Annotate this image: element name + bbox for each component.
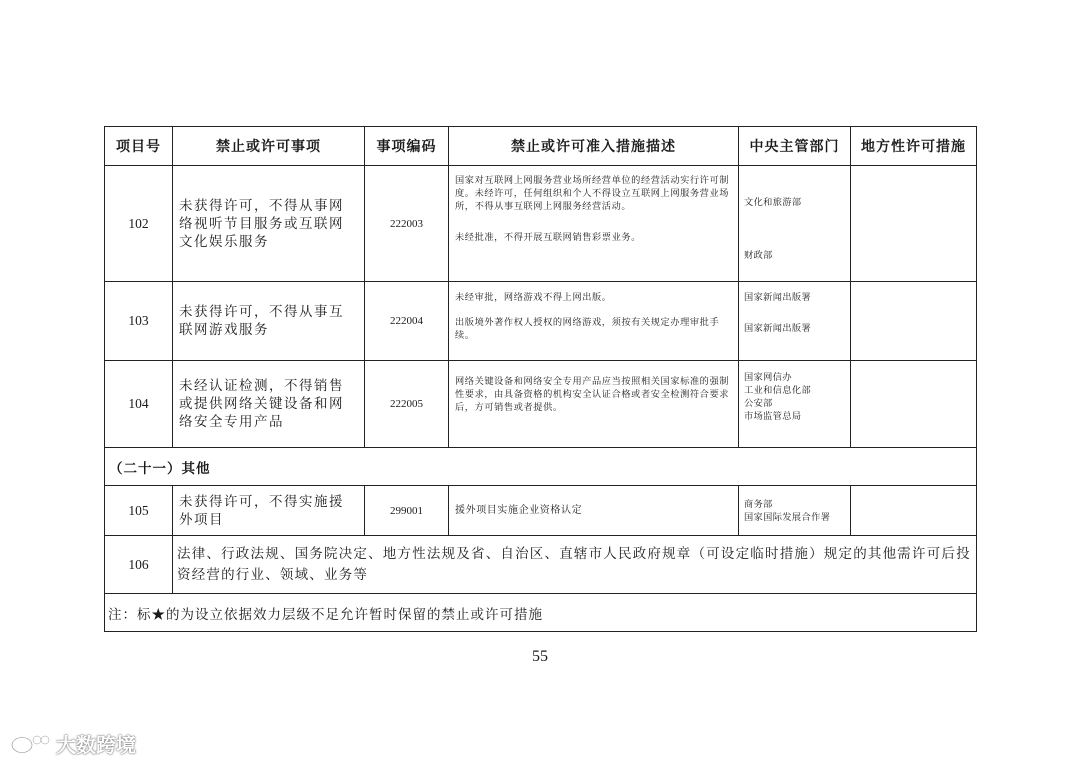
table-row [105,486,977,536]
row-local-measures [851,166,977,282]
row-department [739,486,851,536]
table-note: 注：标★的为设立依据效力层级不足允许暂时保留的禁止或许可措施 [105,594,977,632]
table-header-row [105,127,977,166]
note-row [105,594,977,632]
row-code: 222004 [365,282,449,361]
row-description [449,166,739,282]
description-paragraph: 未经批准，不得开展互联网销售彩票业务。 [455,232,641,243]
row-local-measures [851,282,977,361]
header-department: 中央主管部门 [739,127,851,166]
header-item-number: 项目号 [105,127,173,166]
row-number: 104 [105,361,173,448]
department-name: 商务部 [744,498,773,510]
row-code: 299001 [365,486,449,536]
row-department [739,166,851,282]
department-name: 工业和信息化部 [744,385,812,396]
header-description: 禁止或许可准入措施描述 [449,127,739,166]
table-row [105,361,977,448]
row-local-measures [851,486,977,536]
department-name: 市场监管总局 [744,411,802,422]
department-name: 国家网信办 [744,372,792,383]
row-local-measures [851,361,977,448]
watermark-text: 大数跨境 [56,732,136,757]
watermark [10,726,136,760]
row-department [739,282,851,361]
department-name: 财政部 [744,250,773,261]
row-number: 103 [105,282,173,361]
row-merged-text: 法律、行政法规、国务院决定、地方性法规及省、自治区、直辖市人民政府规章（可设定临时措施）规定的其他需许可后投资经营的行业、领域、业务等 [173,536,977,594]
description-paragraph: 网络关键设备和网络安全专用产品应当按照相关国家标准的强制性要求，由具备资格的机构安全认证合格或者安全检测符合要求后，方可销售或者提供。 [455,376,730,413]
page-number: 55 [532,648,548,665]
row-number: 102 [105,166,173,282]
row-code: 222003 [365,166,449,282]
department-name: 国家新闻出版署 [744,292,812,303]
department-name: 文化和旅游部 [744,197,802,208]
row-department [739,361,851,448]
row-code: 222005 [365,361,449,448]
department-name: 公安部 [744,398,773,409]
row-number: 105 [105,486,173,536]
table-row [105,536,977,594]
table-row [105,282,977,361]
row-description [449,282,739,361]
header-matter: 禁止或许可事项 [173,127,365,166]
row-matter: 未获得许可，不得从事网络视听节目服务或互联网文化娱乐服务 [173,166,365,282]
row-number: 106 [105,536,173,594]
row-matter: 未获得许可，不得实施援外项目 [173,486,365,536]
header-local-measures: 地方性许可措施 [851,127,977,166]
department-name: 国家新闻出版署 [744,323,812,334]
table-row [105,166,977,282]
description-paragraph: 出版境外著作权人授权的网络游戏，须按有关规定办理审批手续。 [455,317,720,341]
description-paragraph: 国家对互联网上网服务营业场所经营单位的经营活动实行许可制度。未经许可，任何组织和个人不得设立互联网上网服务营业场所，不得从事互联网上网服务经营活动。 [455,175,730,212]
description-paragraph: 援外项目实施企业资格认定 [455,505,583,516]
section-row [105,448,977,486]
department-name: 国家国际发展合作署 [744,511,831,523]
section-title: （二十一）其他 [105,448,977,486]
row-matter: 未获得许可，不得从事互联网游戏服务 [173,282,365,361]
description-paragraph: 未经审批，网络游戏不得上网出版。 [455,292,612,303]
row-matter: 未经认证检测，不得销售或提供网络关键设备和网络安全专用产品 [173,361,365,448]
row-description [449,361,739,448]
weibo-logo-icon [10,730,50,756]
row-description [449,486,739,536]
permit-table [104,126,977,632]
header-code: 事项编码 [365,127,449,166]
